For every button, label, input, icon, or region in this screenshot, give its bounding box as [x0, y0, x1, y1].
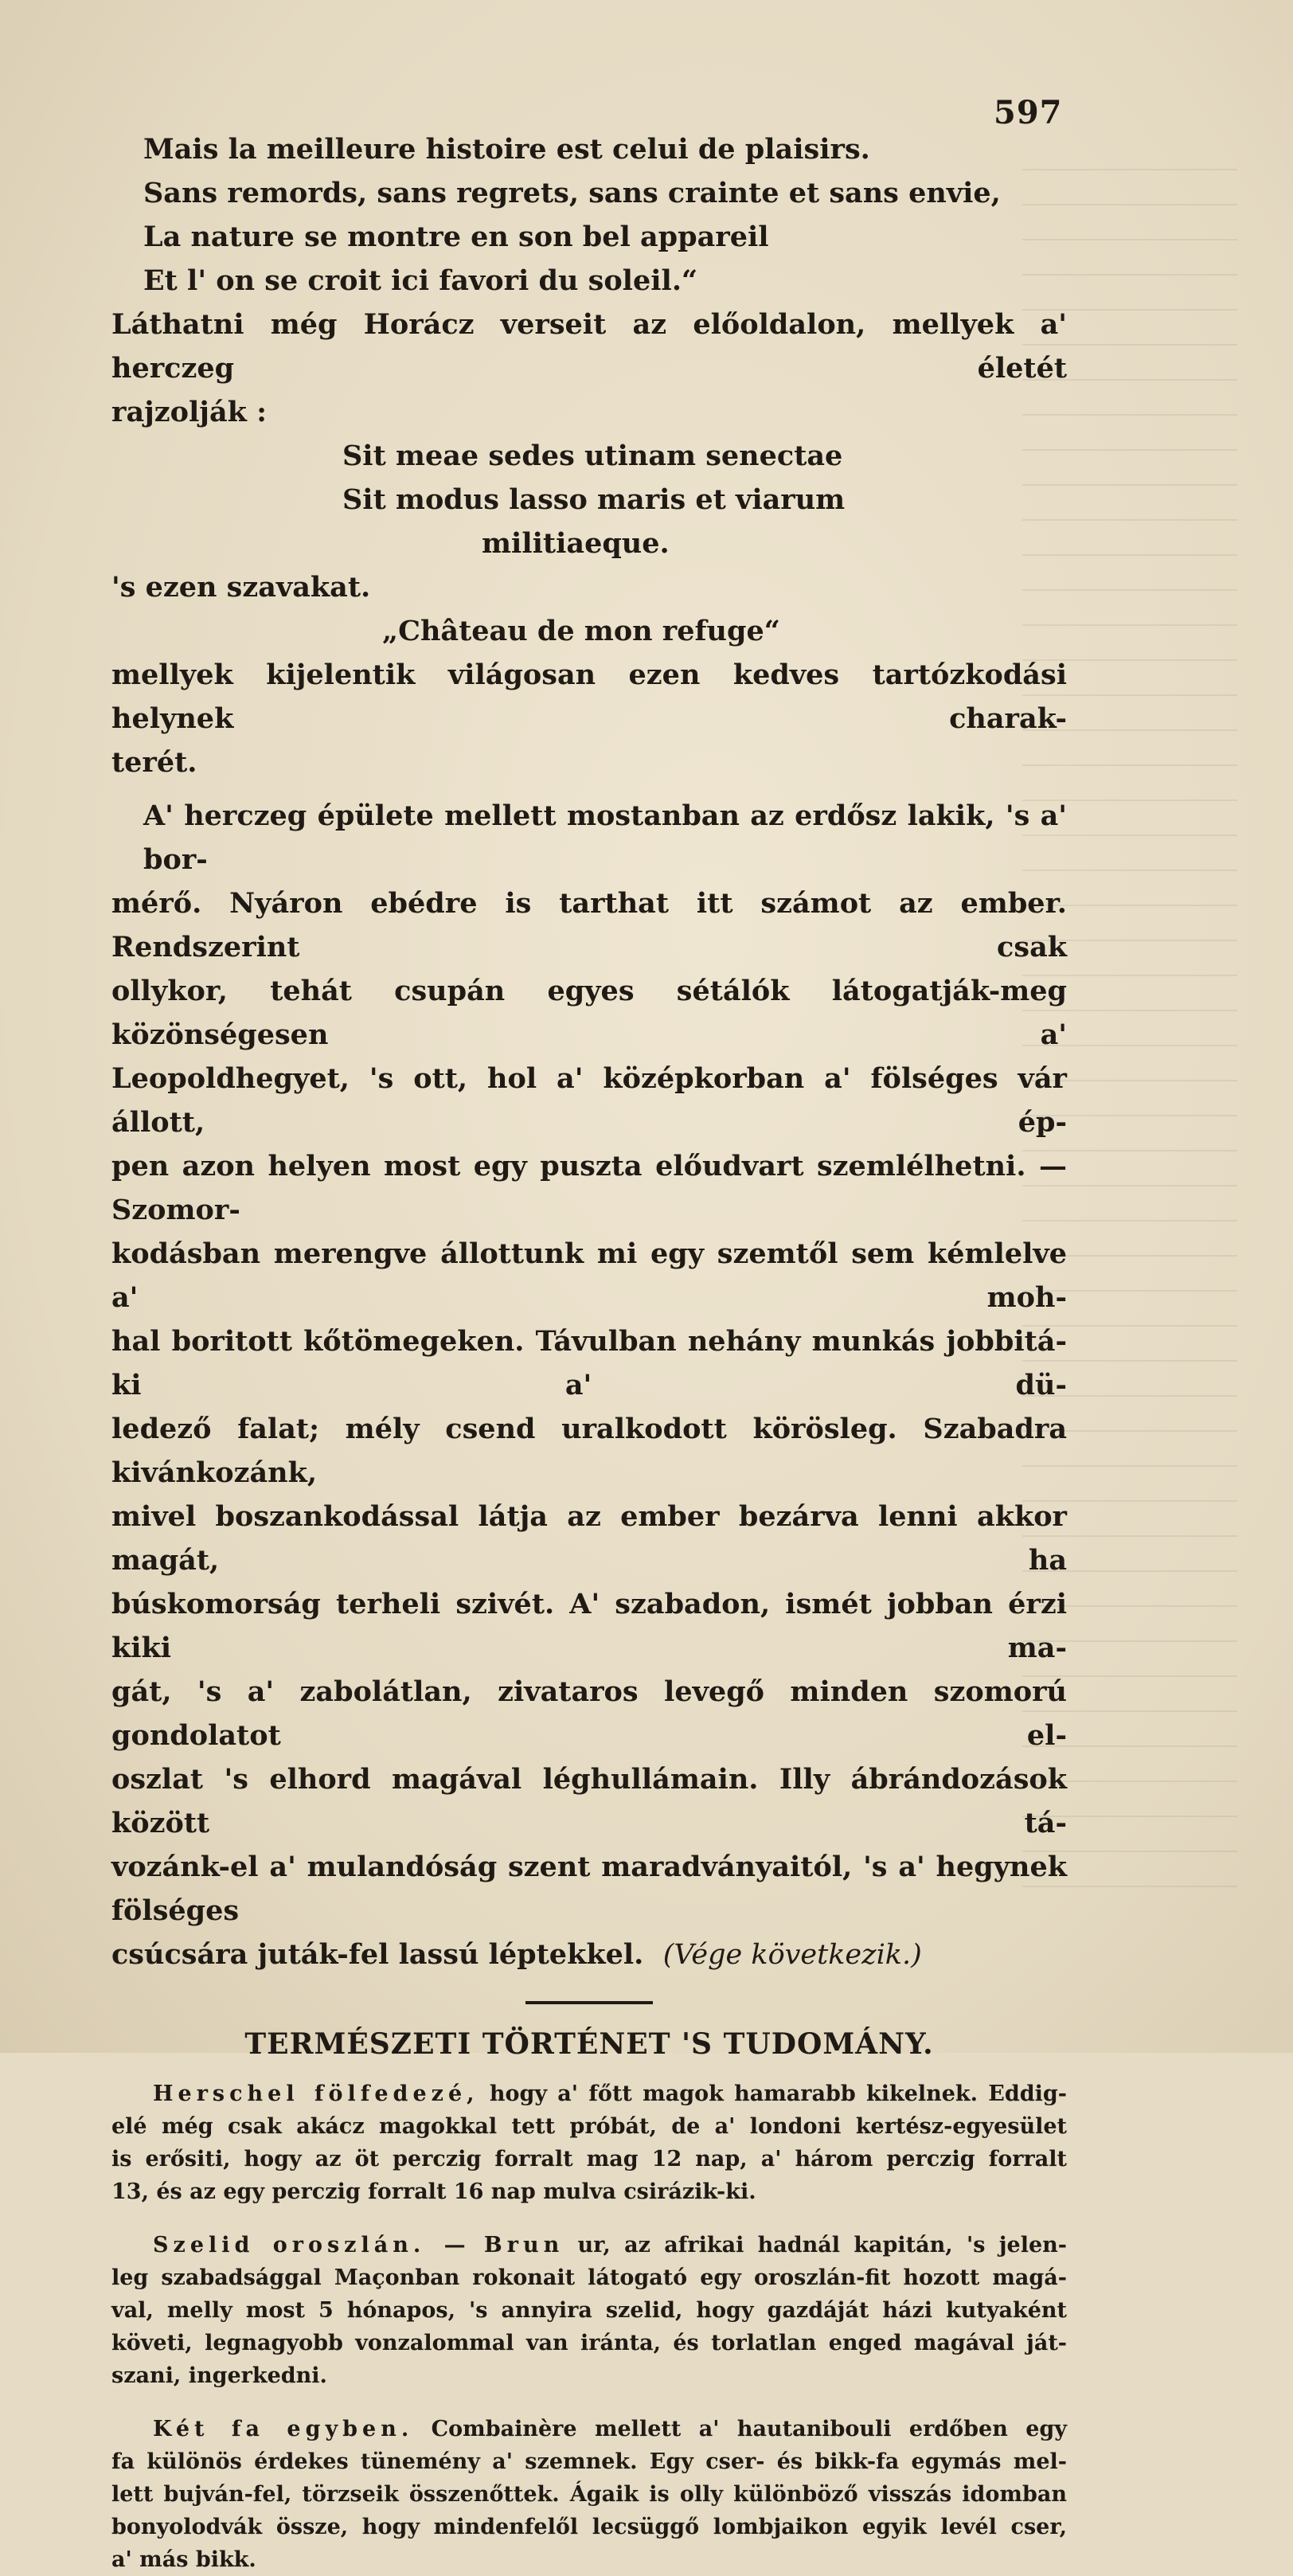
news-line: is erősiti, hogy az öt perczig forralt mag 12 nap, a' három perczig forralt [111, 2147, 1067, 2171]
to-be-continued: (Vége következik.) [662, 1939, 922, 1971]
news-line [111, 2229, 1067, 2261]
text-line: vozánk-el a' mulandóság szent maradványaitól, 's a' hegynek fölséges [111, 1851, 1067, 1927]
text-line: Láthatni még Horácz verseit az előoldalon, mellyek a' herczeg életét [111, 308, 1067, 385]
news-lead: Két fa egyben. [153, 2417, 414, 2441]
text-line: mérő. Nyáron ebédre is tarthat itt számot az ember. Rendszerint csak [111, 887, 1067, 964]
main-paragraph [111, 794, 1067, 1977]
chateau-quote: „Château de mon refuge“ [382, 615, 780, 647]
latin-poem [111, 434, 1067, 565]
text-line: pen azon helyen most egy puszta előudvart szemlélhetni. — Szomor- [111, 1150, 1067, 1226]
news-lead: Herschel fölfedezé, [153, 2082, 479, 2106]
text-line [111, 1933, 1067, 1977]
news-line: a' más bikk. [111, 2547, 256, 2572]
last-line-text: csúcsára juták-fel lassú léptekkel. [111, 1938, 644, 1971]
poem-line: La nature se montre en son bel appareil [143, 221, 769, 253]
news-item-lion [111, 2229, 1067, 2392]
poem-line: Sit meae sedes utinam senectae [342, 440, 843, 472]
text-line: ollykor, tehát csupán egyes sétálók látogatják-meg közönségesen a' [111, 975, 1067, 1051]
text-line: ledező falat; mély csend uralkodott körösleg. Szabadra kivánkozánk, [111, 1413, 1067, 1489]
text-line: mellyek kijelentik világosan ezen kedves tartózkodási helynek charak- [111, 659, 1067, 735]
news-line: elé még csak akácz magokkal tett próbát, de a' londoni kertész-egyesület [111, 2114, 1067, 2139]
page-body [111, 127, 1067, 2576]
news-text: Combainère mellett a' hautanibouli erdőben egy [431, 2417, 1067, 2441]
character-paragraph [111, 653, 1067, 784]
news-lead: Szelid oroszlán. — [153, 2233, 471, 2257]
news-line [111, 2413, 1067, 2445]
poem-line: Sit modus lasso maris et viarum [342, 483, 846, 516]
text-line: A' herczeg épülete mellett mostanban az erdősz lakik, 's a' bor- [143, 799, 1067, 876]
text-line: mivel boszankodással látja az ember bezárva lenni akkor magát, ha [111, 1500, 1067, 1577]
news-text: ur, az afrikai hadnál kapitán, 's jelen- [577, 2233, 1067, 2257]
horace-paragraph [111, 303, 1067, 434]
news-line: bonyolodvák össze, hogy mindenfelől lecsüggő lombjaikon egyik levél cser, [111, 2515, 1067, 2539]
poem-line: Et l' on se croit ici favori du soleil.“ [143, 264, 698, 297]
text-line: oszlat 's elhord magával léghullámain. Illy ábrándozások között tá- [111, 1763, 1067, 1839]
page-number: 597 [994, 94, 1063, 131]
news-line: fa különös érdekes tünemény a' szemnek. Egy cser- és bikk-fa egymás mel- [111, 2449, 1067, 2474]
news-line: követi, legnagyobb vonzalommal van iránta, és torlatlan enged magával ját- [111, 2331, 1067, 2355]
news-line: leg szabadsággal Maçonban rokonait látogató egy oroszlán-fit hozott magá- [111, 2265, 1067, 2290]
poem-line: militiaeque. [482, 527, 670, 560]
news-item-trees [111, 2413, 1067, 2576]
poem-line: Mais la meilleure histoire est celui de plaisirs. [143, 133, 870, 166]
text-line: terét. [111, 746, 197, 779]
french-poem [111, 127, 1067, 303]
section-heading: TERMÉSZETI TÖRTÉNET 'S TUDOMÁNY. [244, 2027, 934, 2061]
text-line: rajzolják : [111, 396, 267, 428]
poem-line: Sans remords, sans regrets, sans crainte et sans envie, [143, 177, 1001, 209]
news-line: 13, és az egy perczig forralt 16 nap mulva csirázik-ki. [111, 2179, 756, 2204]
news-line: szani, ingerkedni. [111, 2363, 327, 2388]
text-line: hal boritott kőtömegeken. Távulban nehány munkás jobbitá-ki a' dü- [111, 1325, 1067, 1401]
section-divider [525, 2001, 653, 2004]
news-text: hogy a' főtt magok hamarabb kikelnek. Eddig- [489, 2082, 1067, 2106]
news-name: Brun [483, 2233, 564, 2257]
text-line: búskomorság terheli szivét. A' szabadon, ismét jobban érzi kiki ma- [111, 1588, 1067, 1664]
news-line: val, melly most 5 hónapos, 's annyira szelid, hogy gazdáját házi kutyaként [111, 2298, 1067, 2323]
text-line: gát, 's a' zabolátlan, zivataros levegő minden szomorú gondolatot el- [111, 1675, 1067, 1752]
news-item-seeds [111, 2078, 1067, 2208]
news-line [111, 2078, 1067, 2110]
news-line: lett bujván-fel, törzseik összenőttek. Ágaik is olly különböző visszás idomban [111, 2482, 1067, 2507]
text-line: Leopoldhegyet, 's ott, hol a' középkorban a' fölséges vár állott, ép- [111, 1062, 1067, 1139]
text-line: kodásban merengve állottunk mi egy szemtől sem kémlelve a' moh- [111, 1237, 1067, 1314]
text-line: 's ezen szavakat. [111, 571, 371, 604]
